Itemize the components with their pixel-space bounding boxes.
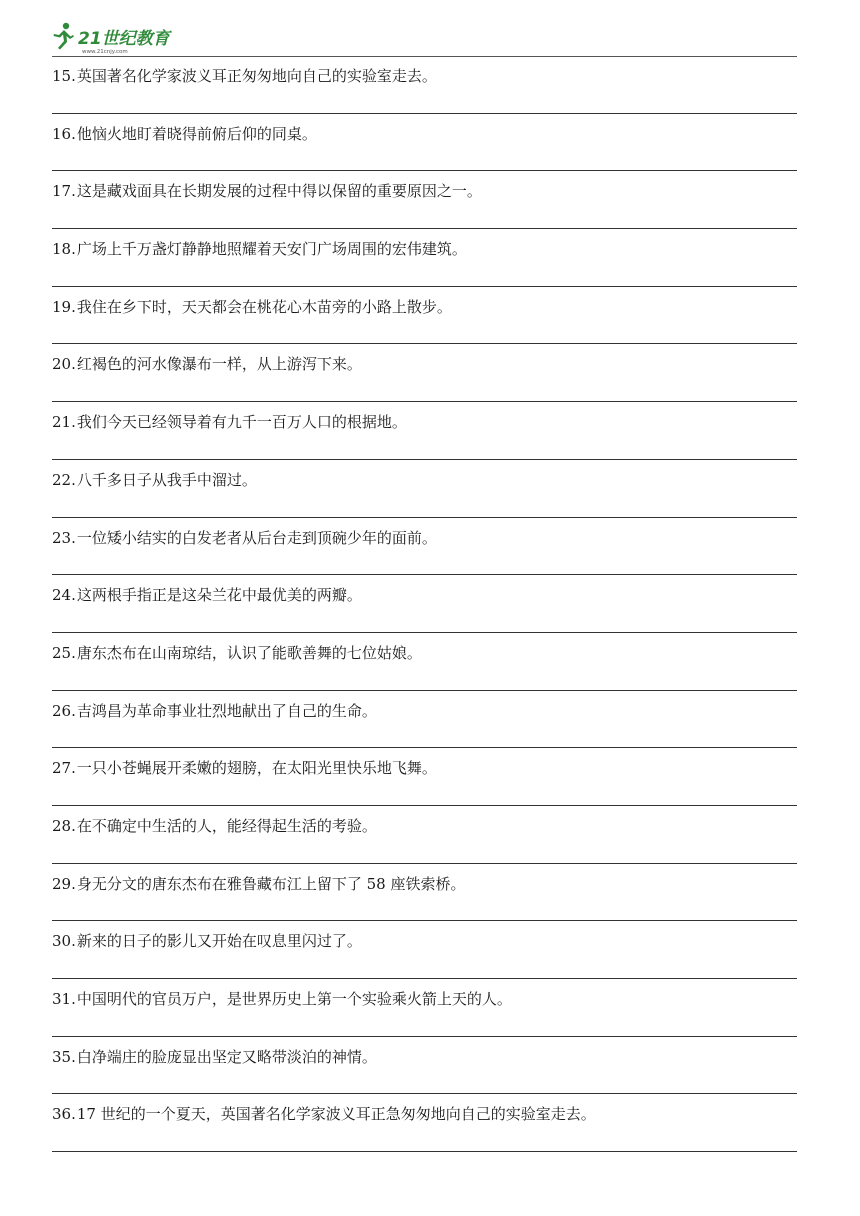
question-sentence: 吉鸿昌为革命事业壮烈地献出了自己的生命。 [76, 701, 377, 720]
logo-wordmark: 21世纪教育 [78, 29, 170, 49]
question-item [52, 1037, 797, 1095]
question-number: 36. [52, 1105, 76, 1124]
question-text [52, 125, 317, 143]
page-header [52, 20, 797, 58]
question-sentence: 八千多日子从我手中溜过。 [76, 470, 257, 489]
question-list [52, 56, 797, 1152]
question-number: 16. [52, 124, 76, 143]
question-sentence: 我住在乡下时，天天都会在桃花心木苗旁的小路上散步。 [76, 297, 452, 316]
question-number: 25. [52, 643, 76, 662]
question-text [52, 240, 467, 258]
question-text [52, 182, 482, 200]
question-item [52, 691, 797, 749]
question-item [52, 518, 797, 576]
question-sentence: 我们今天已经领导着有九千一百万人口的根据地。 [76, 413, 407, 432]
question-text [52, 644, 422, 662]
question-item [52, 287, 797, 345]
question-sentence: 白净端庄的脸庞显出坚定又略带淡泊的神情。 [76, 1047, 377, 1066]
question-number: 21. [52, 413, 76, 432]
question-sentence: 唐东杰布在山南琼结，认识了能歌善舞的七位姑娘。 [76, 643, 422, 662]
question-number: 23. [52, 528, 76, 547]
question-sentence: 红褐色的河水像瀑布一样，从上游泻下来。 [76, 355, 362, 374]
question-text [52, 759, 437, 777]
question-number: 28. [52, 816, 76, 835]
question-number: 22. [52, 470, 76, 489]
question-item [52, 1094, 797, 1152]
question-sentence: 英国著名化学家波义耳正匆匆地向自己的实验室走去。 [76, 67, 437, 85]
question-number: 20. [52, 355, 76, 374]
question-text [52, 875, 466, 893]
answer-line[interactable] [52, 1151, 797, 1152]
question-number: 18. [52, 240, 76, 259]
question-text [52, 932, 362, 950]
question-item [52, 344, 797, 402]
question-item [52, 171, 797, 229]
question-text [52, 529, 437, 547]
question-item [52, 748, 797, 806]
question-sentence: 新来的日子的影儿又开始在叹息里闪过了。 [76, 932, 362, 951]
question-item [52, 402, 797, 460]
runner-icon [54, 23, 75, 50]
question-text [52, 702, 377, 720]
question-text [52, 1105, 596, 1123]
question-text [52, 817, 377, 835]
question-item [52, 921, 797, 979]
question-item [52, 460, 797, 518]
logo-21cnjy [52, 20, 170, 56]
question-item [52, 56, 797, 114]
logo-url: www.21cnjy.com [82, 49, 128, 55]
question-text [52, 471, 257, 489]
question-number: 31. [52, 990, 76, 1008]
question-sentence: 中国明代的官员万户，是世界历史上第一个实验乘火箭上天的人。 [76, 990, 512, 1008]
question-number: 29. [52, 874, 76, 893]
question-sentence: 这是藏戏面具在长期发展的过程中得以保留的重要原因之一。 [76, 182, 482, 201]
question-text [52, 67, 437, 85]
question-number: 15. [52, 67, 76, 85]
question-text [52, 990, 512, 1008]
question-number: 19. [52, 297, 76, 316]
question-item [52, 575, 797, 633]
question-text [52, 355, 362, 373]
question-text [52, 298, 452, 316]
question-sentence: 在不确定中生活的人，能经得起生活的考验。 [76, 816, 377, 835]
question-text [52, 1048, 377, 1066]
question-number: 30. [52, 932, 76, 951]
question-sentence: 身无分文的唐东杰布在雅鲁藏布江上留下了 58 座铁索桥。 [76, 874, 466, 893]
question-item [52, 229, 797, 287]
question-number: 35. [52, 1047, 76, 1066]
question-number: 24. [52, 586, 76, 605]
question-item [52, 806, 797, 864]
question-text [52, 413, 407, 431]
question-sentence: 一位矮小结实的白发老者从后台走到顶碗少年的面前。 [76, 528, 437, 547]
question-item [52, 114, 797, 172]
question-sentence: 他恼火地盯着晓得前俯后仰的同桌。 [76, 124, 317, 143]
question-sentence: 这两根手指正是这朵兰花中最优美的两瓣。 [76, 586, 362, 605]
question-text [52, 586, 362, 604]
question-item [52, 864, 797, 922]
question-sentence: 广场上千万盏灯静静地照耀着天安门广场周围的宏伟建筑。 [76, 240, 467, 259]
question-sentence: 17 世纪的一个夏天，英国著名化学家波义耳正急匆匆地向自己的实验室走去。 [76, 1105, 596, 1124]
question-number: 27. [52, 759, 76, 778]
question-item [52, 979, 797, 1037]
question-number: 26. [52, 701, 76, 720]
question-number: 17. [52, 182, 76, 201]
question-sentence: 一只小苍蝇展开柔嫩的翅膀，在太阳光里快乐地飞舞。 [76, 759, 437, 778]
question-item [52, 633, 797, 691]
